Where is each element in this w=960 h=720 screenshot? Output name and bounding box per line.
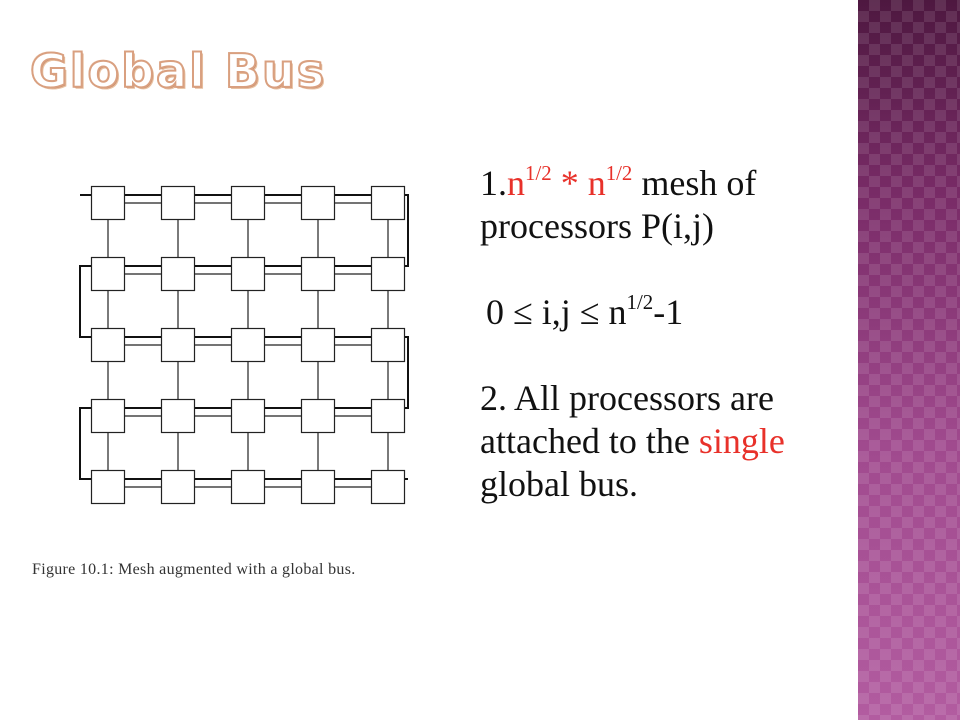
point-2-highlight: single (698, 421, 785, 461)
processor-node (92, 471, 125, 504)
processor-node (92, 258, 125, 291)
processor-node (92, 187, 125, 220)
point-1-exp-b: 1/2 (605, 160, 633, 185)
point-1-text: mesh of processors P(i,j) (480, 163, 757, 246)
processor-node (162, 258, 195, 291)
processor-node (302, 329, 335, 362)
point-2-text: 2. All processors are attached to the (480, 378, 774, 461)
point-1-star: * (551, 163, 588, 203)
processor-node (302, 258, 335, 291)
decorative-side-panel (858, 0, 960, 720)
processor-node (372, 258, 405, 291)
processor-node (372, 187, 405, 220)
processor-node (302, 400, 335, 433)
point-1-number: 1. (480, 163, 507, 203)
processor-node (162, 187, 195, 220)
figure-caption: Figure 10.1: Mesh augmented with a global bus. (32, 561, 356, 578)
point-1 (480, 162, 850, 248)
processor-node (232, 471, 265, 504)
processor-node (372, 329, 405, 362)
processor-node (372, 471, 405, 504)
point-2-suffix: global bus. (480, 464, 638, 504)
processor-node (162, 329, 195, 362)
point-1-exp-a: 1/2 (525, 160, 552, 185)
processor-node (302, 471, 335, 504)
processor-node (162, 400, 195, 433)
processor-node (92, 329, 125, 362)
point-2 (480, 377, 850, 506)
processor-node (232, 258, 265, 291)
processor-node (232, 400, 265, 433)
processor-node (92, 400, 125, 433)
range-exp: 1/2 (626, 289, 654, 314)
bullet-text (480, 162, 850, 506)
slide-title: Global Bus (30, 44, 327, 98)
processor-node (302, 187, 335, 220)
range-prefix: 0 ≤ i,j ≤ n (486, 292, 627, 332)
index-range (480, 291, 850, 334)
point-1-n-b: n (587, 163, 606, 203)
processor-node (232, 329, 265, 362)
processor-node (162, 471, 195, 504)
mesh-diagram (76, 184, 416, 514)
range-suffix: -1 (653, 292, 684, 332)
processor-node (372, 400, 405, 433)
processor-node (232, 187, 265, 220)
point-1-n: n (507, 163, 525, 203)
